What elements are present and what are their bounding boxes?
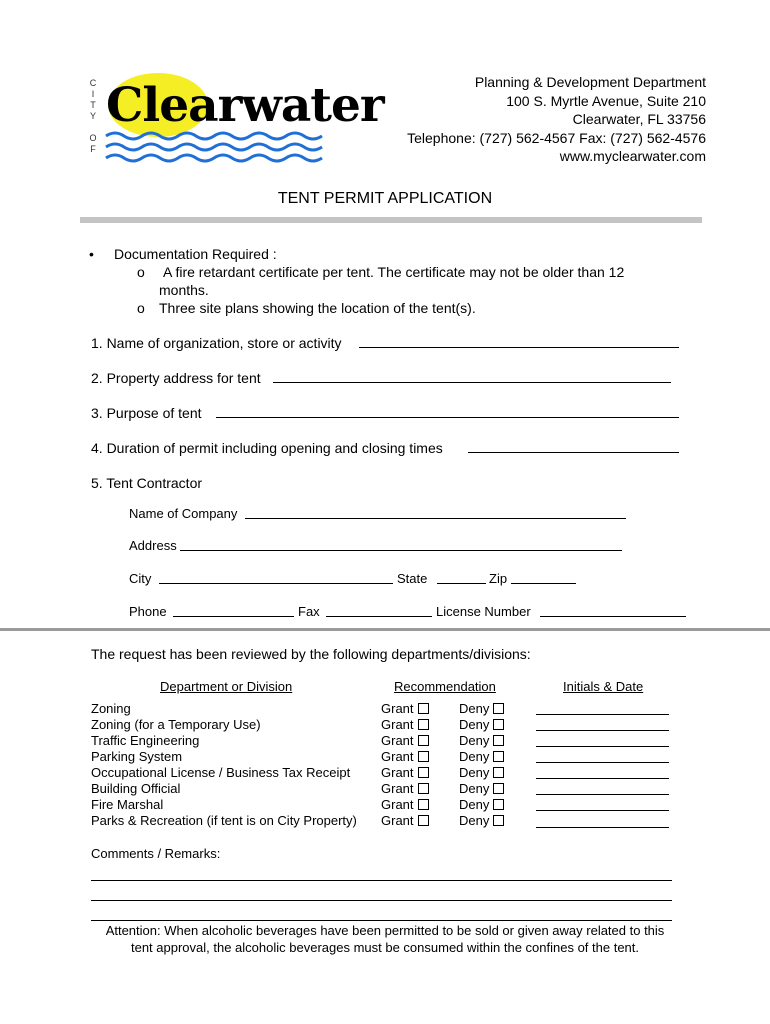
deny-checkbox[interactable]: Deny <box>459 797 504 813</box>
company-label: Name of Company <box>129 506 238 521</box>
question-3: 3. Purpose of tent <box>91 405 202 421</box>
grant-checkbox[interactable]: Grant <box>381 701 429 717</box>
deny-checkbox[interactable]: Deny <box>459 733 504 749</box>
city-label: City <box>129 571 152 586</box>
initials-date-field[interactable] <box>536 762 669 763</box>
question-1-answer-line[interactable] <box>359 347 679 348</box>
question-4: 4. Duration of permit including opening and closing times <box>91 440 443 456</box>
department-row: Occupational License / Business Tax Receipt <box>91 765 351 780</box>
logo-wordmark: Clearwater <box>106 78 384 133</box>
comments-line[interactable] <box>91 920 672 921</box>
grant-checkbox[interactable]: Grant <box>381 797 429 813</box>
comments-line[interactable] <box>91 900 672 901</box>
phone-label: Phone <box>129 604 167 619</box>
license-field[interactable] <box>540 616 686 617</box>
documentation-item-1-cont: months. <box>159 282 209 298</box>
department-row: Building Official <box>91 781 181 796</box>
sub-bullet-1: o <box>137 264 145 280</box>
sub-bullet-2: o <box>137 300 145 316</box>
city-of-vertical-text: C I T Y O F <box>89 78 97 154</box>
deny-checkbox[interactable]: Deny <box>459 781 504 797</box>
review-intro: The request has been reviewed by the following departments/divisions: <box>91 646 531 662</box>
deny-checkbox[interactable]: Deny <box>459 749 504 765</box>
zip-field[interactable] <box>511 583 576 584</box>
bullet-dot: • <box>89 246 94 262</box>
initials-date-field[interactable] <box>536 714 669 715</box>
department-row: Zoning <box>91 701 131 716</box>
question-2: 2. Property address for tent <box>91 370 261 386</box>
documentation-item-1: A fire retardant certificate per tent. The certificate may not be older than 12 <box>163 264 625 280</box>
address-label: Address <box>129 538 177 553</box>
col-header-recommendation: Recommendation <box>394 679 496 694</box>
city-state-zip: Clearwater, FL 33756 <box>572 111 706 127</box>
address-field[interactable] <box>180 550 622 551</box>
question-3-answer-line[interactable] <box>216 417 679 418</box>
initials-date-field[interactable] <box>536 827 669 828</box>
street-address: 100 S. Myrtle Avenue, Suite 210 <box>506 92 706 109</box>
question-5: 5. Tent Contractor <box>91 475 203 491</box>
state-label: State <box>397 571 428 586</box>
city-logo <box>86 70 384 170</box>
department-row: Parks & Recreation (if tent is on City Property) <box>91 813 357 828</box>
department-row: Fire Marshal <box>91 797 164 812</box>
attention-note-line-2: tent approval, the alcoholic beverages must be consumed within the confines of the tent. <box>130 940 640 955</box>
zip-label: Zip <box>489 571 508 586</box>
department-row: Zoning (for a Temporary Use) <box>91 717 261 732</box>
deny-checkbox[interactable]: Deny <box>459 717 504 733</box>
department-address-block <box>407 73 706 166</box>
grant-checkbox[interactable]: Grant <box>381 781 429 797</box>
phone-field[interactable] <box>173 616 294 617</box>
comments-line[interactable] <box>91 880 672 881</box>
department-row: Parking System <box>91 749 183 764</box>
initials-date-field[interactable] <box>536 794 669 795</box>
phone-fax: Telephone: (727) 562-4567 Fax: (727) 562-4576 <box>407 129 706 146</box>
fax-label: Fax <box>298 604 320 619</box>
deny-checkbox[interactable]: Deny <box>459 813 504 829</box>
company-field[interactable] <box>245 518 626 519</box>
page-title: TENT PERMIT APPLICATION <box>277 190 493 207</box>
title-divider <box>80 217 702 223</box>
grant-checkbox[interactable]: Grant <box>381 717 429 733</box>
initials-date-field[interactable] <box>536 746 669 747</box>
fax-field[interactable] <box>326 616 432 617</box>
department-name: Planning & Development Department <box>474 74 706 90</box>
department-row: Traffic Engineering <box>91 733 200 748</box>
state-field[interactable] <box>437 583 486 584</box>
question-2-answer-line[interactable] <box>273 382 671 383</box>
grant-checkbox[interactable]: Grant <box>381 765 429 781</box>
deny-checkbox[interactable]: Deny <box>459 765 504 781</box>
waves-icon <box>104 130 324 168</box>
section-divider <box>0 628 770 631</box>
comments-label: Comments / Remarks: <box>91 846 221 861</box>
initials-date-field[interactable] <box>536 778 669 779</box>
attention-note-line-1: Attention: When alcoholic beverages have been permitted to be sold or given away related to this <box>105 923 665 938</box>
city-field[interactable] <box>159 583 393 584</box>
col-header-department: Department or Division <box>160 679 293 694</box>
col-header-initials: Initials & Date <box>563 679 644 694</box>
grant-checkbox[interactable]: Grant <box>381 813 429 829</box>
license-label: License Number <box>436 604 531 619</box>
question-1: 1. Name of organization, store or activity <box>91 335 342 351</box>
initials-date-field[interactable] <box>536 730 669 731</box>
deny-checkbox[interactable]: Deny <box>459 701 504 717</box>
grant-checkbox[interactable]: Grant <box>381 749 429 765</box>
website: www.myclearwater.com <box>559 148 706 164</box>
documentation-heading: Documentation Required : <box>114 246 277 262</box>
documentation-item-2: Three site plans showing the location of the tent(s). <box>159 300 476 316</box>
grant-checkbox[interactable]: Grant <box>381 733 429 749</box>
initials-date-field[interactable] <box>536 810 669 811</box>
question-4-answer-line[interactable] <box>468 452 679 453</box>
